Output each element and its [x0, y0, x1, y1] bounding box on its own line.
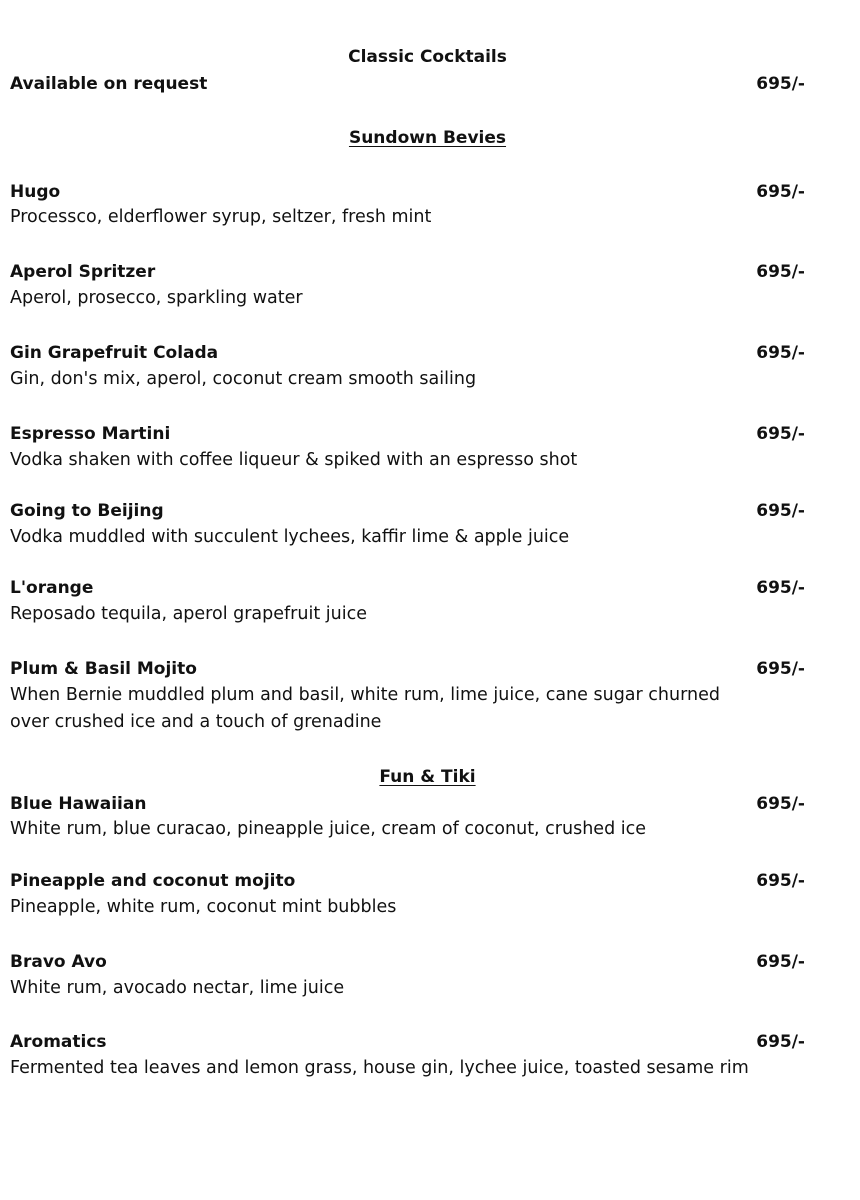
- menu-item-name: Going to Beijing: [10, 501, 164, 521]
- menu-item-name: Bravo Avo: [10, 952, 107, 972]
- menu-item-price: 695/-: [756, 1032, 805, 1052]
- menu-item-price: 695/-: [756, 343, 805, 363]
- menu-item-description: Fermented tea leaves and lemon grass, house gin, lychee juice, toasted sesame rim: [10, 1058, 749, 1078]
- menu-item-name: Espresso Martini: [10, 424, 171, 444]
- menu-item-description: Aperol, prosecco, sparkling water: [10, 288, 303, 308]
- menu-item-name: L'orange: [10, 578, 94, 598]
- menu-item-name: Gin Grapefruit Colada: [10, 343, 219, 363]
- menu-item-name: Aromatics: [10, 1032, 107, 1052]
- menu-item-price: 695/-: [756, 262, 805, 282]
- menu-item-price: 695/-: [756, 424, 805, 444]
- menu-item-description: Pineapple, white rum, coconut mint bubbles: [10, 897, 397, 917]
- menu-item-price: 695/-: [756, 871, 805, 891]
- menu-item-description: Vodka shaken with coffee liqueur & spiked with an espresso shot: [10, 450, 578, 470]
- menu-item-name: Pineapple and coconut mojito: [10, 871, 296, 891]
- menu-item-name: Aperol Spritzer: [10, 262, 156, 282]
- menu-item-name: Hugo: [10, 182, 61, 202]
- menu-item-price: 695/-: [756, 952, 805, 972]
- menu-item-price: 695/-: [756, 578, 805, 598]
- menu-item-description: Processco, elderflower syrup, seltzer, fresh mint: [10, 207, 432, 227]
- menu-item-description: Reposado tequila, aperol grapefruit juice: [10, 604, 367, 624]
- section-title-sundown-bevies: Sundown Bevies: [348, 128, 507, 148]
- classic-cocktails-title: Classic Cocktails: [348, 47, 507, 67]
- menu-item-description: When Bernie muddled plum and basil, white rum, lime juice, cane sugar churned: [10, 685, 720, 705]
- menu-item-description: White rum, avocado nectar, lime juice: [10, 978, 345, 998]
- classic-cocktails-price: 695/-: [756, 74, 805, 94]
- menu-item-description: White rum, blue curacao, pineapple juice, cream of coconut, crushed ice: [10, 819, 646, 839]
- menu-item-name: Blue Hawaiian: [10, 794, 147, 814]
- menu-item-price: 695/-: [756, 659, 805, 679]
- menu-item-description: Gin, don's mix, aperol, coconut cream smooth sailing: [10, 369, 477, 389]
- classic-cocktails-note: Available on request: [10, 74, 208, 94]
- menu-item-name: Plum & Basil Mojito: [10, 659, 197, 679]
- menu-item-description: Vodka muddled with succulent lychees, kaffir lime & apple juice: [10, 527, 570, 547]
- menu-item-description: over crushed ice and a touch of grenadine: [10, 712, 382, 732]
- section-title-fun-tiki: Fun & Tiki: [379, 767, 476, 787]
- menu-item-price: 695/-: [756, 501, 805, 521]
- menu-item-price: 695/-: [756, 182, 805, 202]
- menu-item-price: 695/-: [756, 794, 805, 814]
